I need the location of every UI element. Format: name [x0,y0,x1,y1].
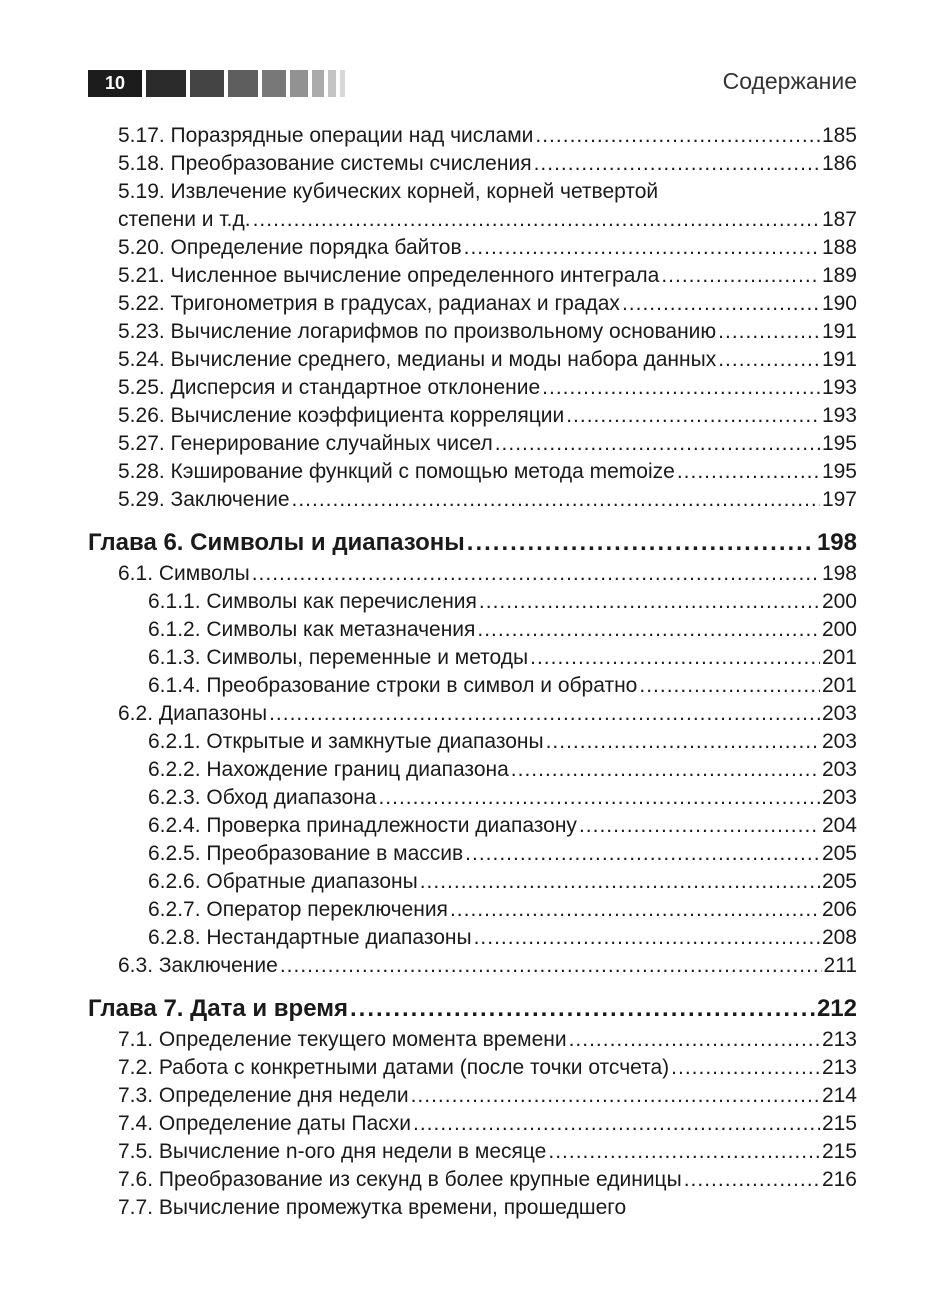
toc-entry[interactable]: 5.19. Извлечение кубических корней, корней четвертой [118,180,659,203]
header-bar [328,70,336,97]
toc-entry-continuation[interactable]: степени и т.д. ..... 187 [88,206,857,234]
toc-entry[interactable]: 5.22. Тригонометрия в градусах, радианах и градах ..... 190 [88,290,857,318]
toc-chapter-7[interactable]: Глава 7. Дата и время ..... 212 [88,994,857,1024]
header-bar [262,70,286,97]
toc-chapter-6[interactable]: Глава 6. Символы и диапазоны ..... 198 [88,528,857,558]
toc-subentry[interactable]: 6.1.3. Символы, переменные и методы ..... 201 [88,644,857,672]
header-bar [190,70,224,97]
toc-entry[interactable]: 5.20. Определение порядка байтов ..... 188 [88,234,857,262]
toc-subentry[interactable]: 6.2.1. Открытые и замкнутые диапазоны ..... 203 [88,728,857,756]
table-of-contents [88,122,857,1222]
toc-entry[interactable]: 5.18. Преобразование системы счисления ..... 186 [88,150,857,178]
toc-entry[interactable]: 7.6. Преобразование из секунд в более крупные единицы ..... 216 [88,1166,857,1194]
header-bar [228,70,258,97]
toc-entry[interactable]: 5.26. Вычисление коэффициента корреляции ..... 193 [88,402,857,430]
toc-subentry[interactable]: 6.2.6. Обратные диапазоны ..... 205 [88,868,857,896]
toc-subentry[interactable]: 6.1.1. Символы как перечисления ..... 200 [88,588,857,616]
toc-subentry[interactable]: 6.1.4. Преобразование строки в символ и обратно ..... 201 [88,672,857,700]
toc-entry[interactable]: 6.2. Диапазоны ..... 203 [88,700,857,728]
header-gradient-bars [146,70,349,97]
header-bar [340,70,345,97]
toc-subentry[interactable]: 6.2.7. Оператор переключения ..... 206 [88,896,857,924]
page-header [0,0,945,110]
toc-entry[interactable]: 5.21. Численное вычисление определенного интеграла ..... 189 [88,262,857,290]
toc-entry[interactable]: 5.24. Вычисление среднего, медианы и моды набора данных ..... 191 [88,346,857,374]
header-bar [146,70,186,97]
toc-entry[interactable]: 5.28. Кэширование функций с помощью метода memoize ..... 195 [88,458,857,486]
toc-subentry[interactable]: 6.2.4. Проверка принадлежности диапазону ..... 204 [88,812,857,840]
toc-entry[interactable]: 6.1. Символы ..... 198 [88,560,857,588]
toc-entry[interactable]: 5.17. Поразрядные операции над числами ..... 185 [88,122,857,150]
header-bar [312,70,324,97]
toc-entry[interactable]: 7.7. Вычисление промежутка времени, прошедшего [118,1196,627,1219]
toc-subentry[interactable]: 6.1.2. Символы как метазначения ..... 200 [88,616,857,644]
toc-entry[interactable]: 7.2. Работа с конкретными датами (после точки отсчета) ..... 213 [88,1054,857,1082]
toc-entry[interactable]: 5.29. Заключение ..... 197 [88,486,857,514]
toc-entry[interactable]: 5.23. Вычисление логарифмов по произвольному основанию ..... 191 [88,318,857,346]
toc-entry[interactable]: 7.4. Определение даты Пасхи ..... 215 [88,1110,857,1138]
toc-entry[interactable]: 5.27. Генерирование случайных чисел ..... 195 [88,430,857,458]
toc-entry[interactable]: 7.1. Определение текущего момента времени ..... 213 [88,1026,857,1054]
toc-entry[interactable]: 7.5. Вычисление n-ого дня недели в месяце ..... 215 [88,1138,857,1166]
toc-subentry[interactable]: 6.2.8. Нестандартные диапазоны ..... 208 [88,924,857,952]
toc-entry[interactable]: 7.3. Определение дня недели ..... 214 [88,1082,857,1110]
header-bar [290,70,308,97]
toc-subentry[interactable]: 6.2.5. Преобразование в массив ..... 205 [88,840,857,868]
toc-entry[interactable]: 5.25. Дисперсия и стандартное отклонение ..... 193 [88,374,857,402]
toc-subentry[interactable]: 6.2.3. Обход диапазона ..... 203 [88,784,857,812]
toc-subentry[interactable]: 6.2.2. Нахождение границ диапазона ..... 203 [88,756,857,784]
toc-entry[interactable]: 6.3. Заключение ..... 211 [88,952,857,980]
section-title: Содержание [722,68,857,94]
page-number: 10 [88,70,142,97]
